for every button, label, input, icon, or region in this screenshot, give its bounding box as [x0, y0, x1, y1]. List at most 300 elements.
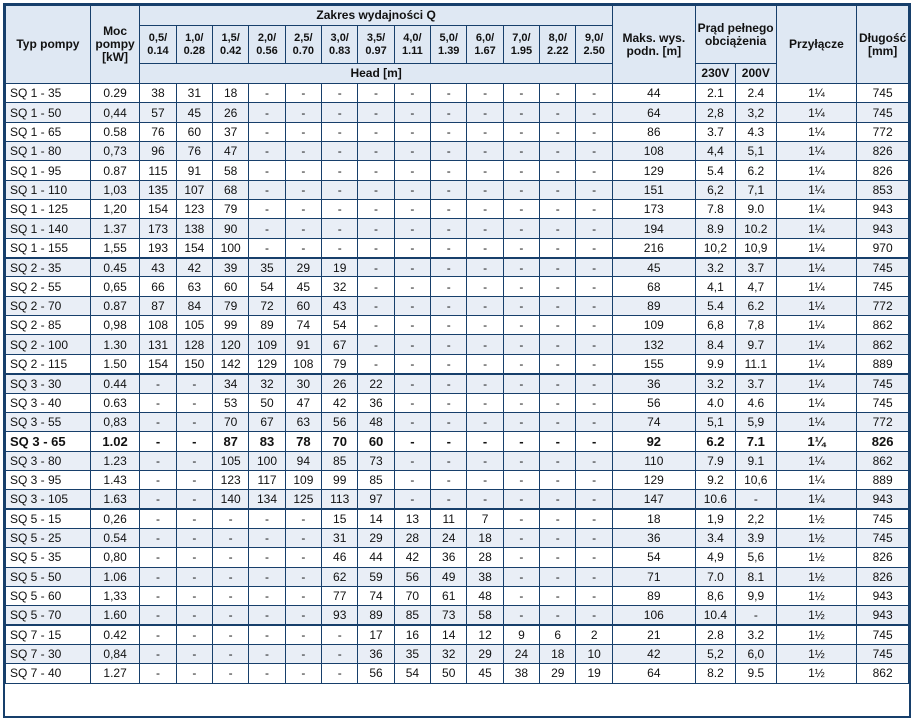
current-230v-cell: 2.1: [695, 84, 735, 103]
head-cell: 12: [467, 625, 503, 644]
head-cell: 45: [176, 103, 212, 122]
head-cell: -: [358, 161, 394, 180]
head-cell: -: [176, 432, 212, 451]
table-row: [6, 161, 909, 180]
head-cell: -: [176, 412, 212, 431]
max-head-cell: 71: [612, 567, 695, 586]
head-cell: -: [576, 161, 612, 180]
power-cell: 0,98: [90, 316, 139, 335]
length-cell: 826: [857, 567, 909, 586]
head-cell: -: [394, 374, 430, 393]
head-cell: -: [467, 451, 503, 470]
head-cell: -: [285, 548, 321, 567]
head-cell: -: [467, 200, 503, 219]
head-cell: 125: [285, 490, 321, 509]
head-cell: 73: [358, 451, 394, 470]
current-200v-cell: 10,9: [736, 238, 776, 257]
head-cell: 91: [176, 161, 212, 180]
current-200v-cell: 7,1: [736, 180, 776, 199]
head-cell: -: [394, 412, 430, 431]
header-200v: 200V: [736, 64, 776, 84]
head-cell: -: [540, 161, 576, 180]
head-cell: 9: [503, 625, 539, 644]
head-cell: -: [576, 200, 612, 219]
head-cell: -: [394, 103, 430, 122]
head-cell: 17: [358, 625, 394, 644]
pump-type-cell: SQ 2 - 55: [6, 277, 91, 296]
head-cell: 123: [213, 470, 249, 489]
head-cell: -: [394, 258, 430, 277]
head-cell: -: [467, 161, 503, 180]
head-cell: -: [358, 122, 394, 141]
connection-cell: 1½: [776, 664, 857, 683]
head-cell: -: [358, 277, 394, 296]
head-cell: -: [503, 509, 539, 528]
head-cell: 113: [322, 490, 358, 509]
head-cell: 19: [576, 664, 612, 683]
head-cell: -: [576, 470, 612, 489]
connection-cell: 1½: [776, 644, 857, 663]
head-cell: -: [431, 277, 467, 296]
connection-cell: 1¼: [776, 432, 857, 451]
current-200v-cell: 6,0: [736, 644, 776, 663]
current-200v-cell: 4.3: [736, 122, 776, 141]
power-cell: 0,83: [90, 412, 139, 431]
head-cell: -: [285, 586, 321, 605]
power-cell: 1,20: [90, 200, 139, 219]
max-head-cell: 45: [612, 258, 695, 277]
power-cell: 1.43: [90, 470, 139, 489]
table-body: [6, 84, 909, 684]
head-cell: 140: [213, 490, 249, 509]
header-head: Head [m]: [140, 64, 613, 84]
header-230v: 230V: [695, 64, 735, 84]
head-cell: 89: [249, 316, 285, 335]
head-cell: -: [213, 664, 249, 683]
head-cell: -: [576, 393, 612, 412]
head-cell: -: [322, 103, 358, 122]
current-200v-cell: 9.5: [736, 664, 776, 683]
head-cell: -: [394, 393, 430, 412]
pump-spec-table: [5, 5, 909, 684]
head-cell: -: [540, 567, 576, 586]
head-cell: -: [249, 567, 285, 586]
power-cell: 0.54: [90, 528, 139, 547]
head-cell: 18: [540, 644, 576, 663]
head-cell: 43: [322, 296, 358, 315]
head-cell: -: [249, 586, 285, 605]
head-cell: -: [467, 180, 503, 199]
table-row: [6, 548, 909, 567]
head-cell: -: [540, 354, 576, 373]
head-cell: 36: [431, 548, 467, 567]
head-cell: -: [285, 180, 321, 199]
current-230v-cell: 5.4: [695, 161, 735, 180]
head-cell: 18: [213, 84, 249, 103]
current-200v-cell: 6.2: [736, 161, 776, 180]
current-200v-cell: 9.0: [736, 200, 776, 219]
head-cell: -: [322, 200, 358, 219]
head-cell: 28: [394, 528, 430, 547]
table-row: [6, 335, 909, 354]
head-cell: -: [358, 316, 394, 335]
max-head-cell: 155: [612, 354, 695, 373]
current-230v-cell: 4,4: [695, 142, 735, 161]
connection-cell: 1¼: [776, 238, 857, 257]
current-200v-cell: 11.1: [736, 354, 776, 373]
pump-type-cell: SQ 2 - 115: [6, 354, 91, 373]
max-head-cell: 108: [612, 142, 695, 161]
head-cell: -: [140, 470, 176, 489]
head-cell: -: [467, 335, 503, 354]
head-cell: 70: [394, 586, 430, 605]
head-cell: -: [140, 393, 176, 412]
head-cell: 48: [358, 412, 394, 431]
max-head-cell: 54: [612, 548, 695, 567]
head-cell: 38: [140, 84, 176, 103]
head-cell: -: [431, 412, 467, 431]
head-cell: -: [249, 180, 285, 199]
length-cell: 772: [857, 296, 909, 315]
head-cell: 108: [140, 316, 176, 335]
head-cell: 134: [249, 490, 285, 509]
current-230v-cell: 6.2: [695, 432, 735, 451]
table-row: [6, 393, 909, 412]
length-cell: 862: [857, 335, 909, 354]
head-cell: 24: [431, 528, 467, 547]
head-cell: 13: [394, 509, 430, 528]
head-cell: -: [140, 374, 176, 393]
head-cell: 120: [213, 335, 249, 354]
length-cell: 862: [857, 316, 909, 335]
head-cell: -: [503, 122, 539, 141]
table-row: [6, 490, 909, 509]
head-cell: -: [394, 296, 430, 315]
head-cell: -: [540, 258, 576, 277]
connection-cell: 1¼: [776, 161, 857, 180]
head-cell: 76: [176, 142, 212, 161]
header-q-7: 4,0/ 1.11: [394, 26, 430, 64]
head-cell: -: [358, 180, 394, 199]
power-cell: 0,65: [90, 277, 139, 296]
connection-cell: 1½: [776, 625, 857, 644]
header-q-4: 2,5/ 0.70: [285, 26, 321, 64]
head-cell: -: [503, 200, 539, 219]
current-230v-cell: 7.8: [695, 200, 735, 219]
connection-cell: 1¼: [776, 219, 857, 238]
head-cell: -: [285, 528, 321, 547]
current-200v-cell: 4.6: [736, 393, 776, 412]
head-cell: -: [431, 103, 467, 122]
current-200v-cell: 2,2: [736, 509, 776, 528]
max-head-cell: 36: [612, 528, 695, 547]
head-cell: 85: [322, 451, 358, 470]
head-cell: 60: [358, 432, 394, 451]
current-230v-cell: 10,2: [695, 238, 735, 257]
table-row: [6, 238, 909, 257]
head-cell: -: [576, 219, 612, 238]
length-cell: 970: [857, 238, 909, 257]
head-cell: 2: [576, 625, 612, 644]
length-cell: 862: [857, 664, 909, 683]
header-typ: Typ pompy: [6, 6, 91, 84]
current-230v-cell: 9.9: [695, 354, 735, 373]
table-row: [6, 296, 909, 315]
power-cell: 1.27: [90, 664, 139, 683]
head-cell: 42: [394, 548, 430, 567]
length-cell: 943: [857, 219, 909, 238]
head-cell: 47: [285, 393, 321, 412]
head-cell: -: [503, 606, 539, 625]
power-cell: 0.44: [90, 374, 139, 393]
table-row: [6, 84, 909, 103]
head-cell: -: [503, 258, 539, 277]
header-q-3: 2,0/ 0.56: [249, 26, 285, 64]
power-cell: 0.42: [90, 625, 139, 644]
head-cell: -: [503, 316, 539, 335]
head-cell: 78: [285, 432, 321, 451]
head-cell: -: [394, 470, 430, 489]
current-230v-cell: 3.4: [695, 528, 735, 547]
head-cell: -: [540, 606, 576, 625]
head-cell: -: [503, 142, 539, 161]
head-cell: 62: [322, 567, 358, 586]
length-cell: 826: [857, 161, 909, 180]
head-cell: 19: [322, 258, 358, 277]
head-cell: -: [358, 335, 394, 354]
head-cell: 173: [140, 219, 176, 238]
head-cell: 154: [140, 354, 176, 373]
pump-type-cell: SQ 5 - 60: [6, 586, 91, 605]
current-230v-cell: 5,1: [695, 412, 735, 431]
head-cell: 60: [213, 277, 249, 296]
head-cell: 44: [358, 548, 394, 567]
head-cell: 67: [249, 412, 285, 431]
head-cell: 28: [467, 548, 503, 567]
current-230v-cell: 10.6: [695, 490, 735, 509]
head-cell: -: [540, 586, 576, 605]
head-cell: -: [576, 490, 612, 509]
head-cell: 38: [467, 567, 503, 586]
head-cell: 94: [285, 451, 321, 470]
connection-cell: 1¼: [776, 103, 857, 122]
head-cell: 60: [285, 296, 321, 315]
head-cell: -: [176, 528, 212, 547]
head-cell: -: [467, 354, 503, 373]
pump-type-cell: SQ 7 - 30: [6, 644, 91, 663]
head-cell: 61: [431, 586, 467, 605]
pump-type-cell: SQ 5 - 15: [6, 509, 91, 528]
pump-type-cell: SQ 2 - 85: [6, 316, 91, 335]
head-cell: 79: [213, 200, 249, 219]
head-cell: -: [394, 432, 430, 451]
head-cell: -: [249, 548, 285, 567]
current-200v-cell: 7.1: [736, 432, 776, 451]
head-cell: -: [540, 277, 576, 296]
pump-type-cell: SQ 7 - 15: [6, 625, 91, 644]
head-cell: -: [213, 528, 249, 547]
head-cell: -: [285, 606, 321, 625]
head-cell: 56: [322, 412, 358, 431]
head-cell: 57: [140, 103, 176, 122]
head-cell: -: [576, 316, 612, 335]
head-cell: 108: [285, 354, 321, 373]
current-200v-cell: 3.7: [736, 258, 776, 277]
head-cell: -: [249, 142, 285, 161]
max-head-cell: 216: [612, 238, 695, 257]
length-cell: 943: [857, 490, 909, 509]
current-200v-cell: 3,2: [736, 103, 776, 122]
head-cell: 18: [467, 528, 503, 547]
length-cell: 745: [857, 528, 909, 547]
head-cell: 26: [213, 103, 249, 122]
current-200v-cell: 10,6: [736, 470, 776, 489]
head-cell: -: [285, 238, 321, 257]
head-cell: -: [503, 451, 539, 470]
length-cell: 745: [857, 625, 909, 644]
length-cell: 745: [857, 393, 909, 412]
head-cell: -: [394, 142, 430, 161]
connection-cell: 1¼: [776, 335, 857, 354]
head-cell: 35: [249, 258, 285, 277]
head-cell: -: [358, 103, 394, 122]
head-cell: -: [467, 412, 503, 431]
head-cell: -: [140, 412, 176, 431]
head-cell: 74: [358, 586, 394, 605]
head-cell: 76: [140, 122, 176, 141]
power-cell: 0.87: [90, 296, 139, 315]
head-cell: 34: [213, 374, 249, 393]
head-cell: -: [176, 567, 212, 586]
head-cell: -: [285, 664, 321, 683]
table-row: [6, 122, 909, 141]
max-head-cell: 64: [612, 103, 695, 122]
table-row: [6, 316, 909, 335]
pump-type-cell: SQ 7 - 40: [6, 664, 91, 683]
head-cell: -: [249, 161, 285, 180]
head-cell: 90: [213, 219, 249, 238]
head-cell: -: [213, 625, 249, 644]
head-cell: -: [249, 238, 285, 257]
head-cell: 43: [140, 258, 176, 277]
head-cell: 83: [249, 432, 285, 451]
pump-type-cell: SQ 5 - 50: [6, 567, 91, 586]
header-maks: Maks. wys. podn. [m]: [612, 6, 695, 84]
current-230v-cell: 8,6: [695, 586, 735, 605]
head-cell: -: [176, 664, 212, 683]
head-cell: 74: [285, 316, 321, 335]
max-head-cell: 74: [612, 412, 695, 431]
head-cell: -: [576, 354, 612, 373]
head-cell: 154: [140, 200, 176, 219]
head-cell: -: [540, 122, 576, 141]
head-cell: -: [576, 142, 612, 161]
table-row: [6, 180, 909, 199]
length-cell: 826: [857, 142, 909, 161]
head-cell: -: [540, 296, 576, 315]
current-200v-cell: 8.1: [736, 567, 776, 586]
max-head-cell: 132: [612, 335, 695, 354]
power-cell: 0,84: [90, 644, 139, 663]
head-cell: -: [394, 316, 430, 335]
head-cell: 138: [176, 219, 212, 238]
power-cell: 0,73: [90, 142, 139, 161]
head-cell: 96: [140, 142, 176, 161]
head-cell: 45: [467, 664, 503, 683]
head-cell: 115: [140, 161, 176, 180]
power-cell: 1.30: [90, 335, 139, 354]
head-cell: 63: [285, 412, 321, 431]
head-cell: -: [431, 238, 467, 257]
head-cell: -: [540, 393, 576, 412]
power-cell: 0,44: [90, 103, 139, 122]
head-cell: 109: [249, 335, 285, 354]
max-head-cell: 42: [612, 644, 695, 663]
head-cell: -: [358, 142, 394, 161]
length-cell: 889: [857, 470, 909, 489]
head-cell: -: [576, 296, 612, 315]
length-cell: 745: [857, 84, 909, 103]
head-cell: 66: [140, 277, 176, 296]
head-cell: -: [213, 548, 249, 567]
current-200v-cell: 2.4: [736, 84, 776, 103]
power-cell: 0,26: [90, 509, 139, 528]
head-cell: -: [503, 567, 539, 586]
head-cell: -: [431, 354, 467, 373]
head-cell: 42: [322, 393, 358, 412]
head-cell: -: [503, 219, 539, 238]
head-cell: -: [576, 180, 612, 199]
max-head-cell: 92: [612, 432, 695, 451]
table-row: [6, 470, 909, 489]
head-cell: -: [503, 432, 539, 451]
pump-type-cell: SQ 1 - 140: [6, 219, 91, 238]
head-cell: -: [540, 432, 576, 451]
table-row: [6, 567, 909, 586]
power-cell: 0.29: [90, 84, 139, 103]
current-230v-cell: 6,8: [695, 316, 735, 335]
head-cell: -: [431, 219, 467, 238]
head-cell: 99: [213, 316, 249, 335]
header-q-12: 9,0/ 2.50: [576, 26, 612, 64]
head-cell: 10: [576, 644, 612, 663]
head-cell: 50: [249, 393, 285, 412]
head-cell: 91: [285, 335, 321, 354]
head-cell: -: [140, 490, 176, 509]
current-200v-cell: 9,9: [736, 586, 776, 605]
head-cell: -: [576, 277, 612, 296]
current-230v-cell: 3.7: [695, 122, 735, 141]
head-cell: -: [285, 509, 321, 528]
head-cell: -: [176, 393, 212, 412]
head-cell: 45: [285, 277, 321, 296]
current-230v-cell: 4,1: [695, 277, 735, 296]
head-cell: -: [249, 625, 285, 644]
table-row: [6, 644, 909, 663]
head-cell: 131: [140, 335, 176, 354]
head-cell: -: [140, 528, 176, 547]
head-cell: -: [431, 161, 467, 180]
header-dlugosc: Długość [mm]: [857, 6, 909, 84]
head-cell: 49: [431, 567, 467, 586]
head-cell: 193: [140, 238, 176, 257]
pump-type-cell: SQ 5 - 70: [6, 606, 91, 625]
head-cell: 58: [213, 161, 249, 180]
head-cell: -: [503, 277, 539, 296]
head-cell: 73: [431, 606, 467, 625]
head-cell: -: [394, 277, 430, 296]
length-cell: 745: [857, 509, 909, 528]
